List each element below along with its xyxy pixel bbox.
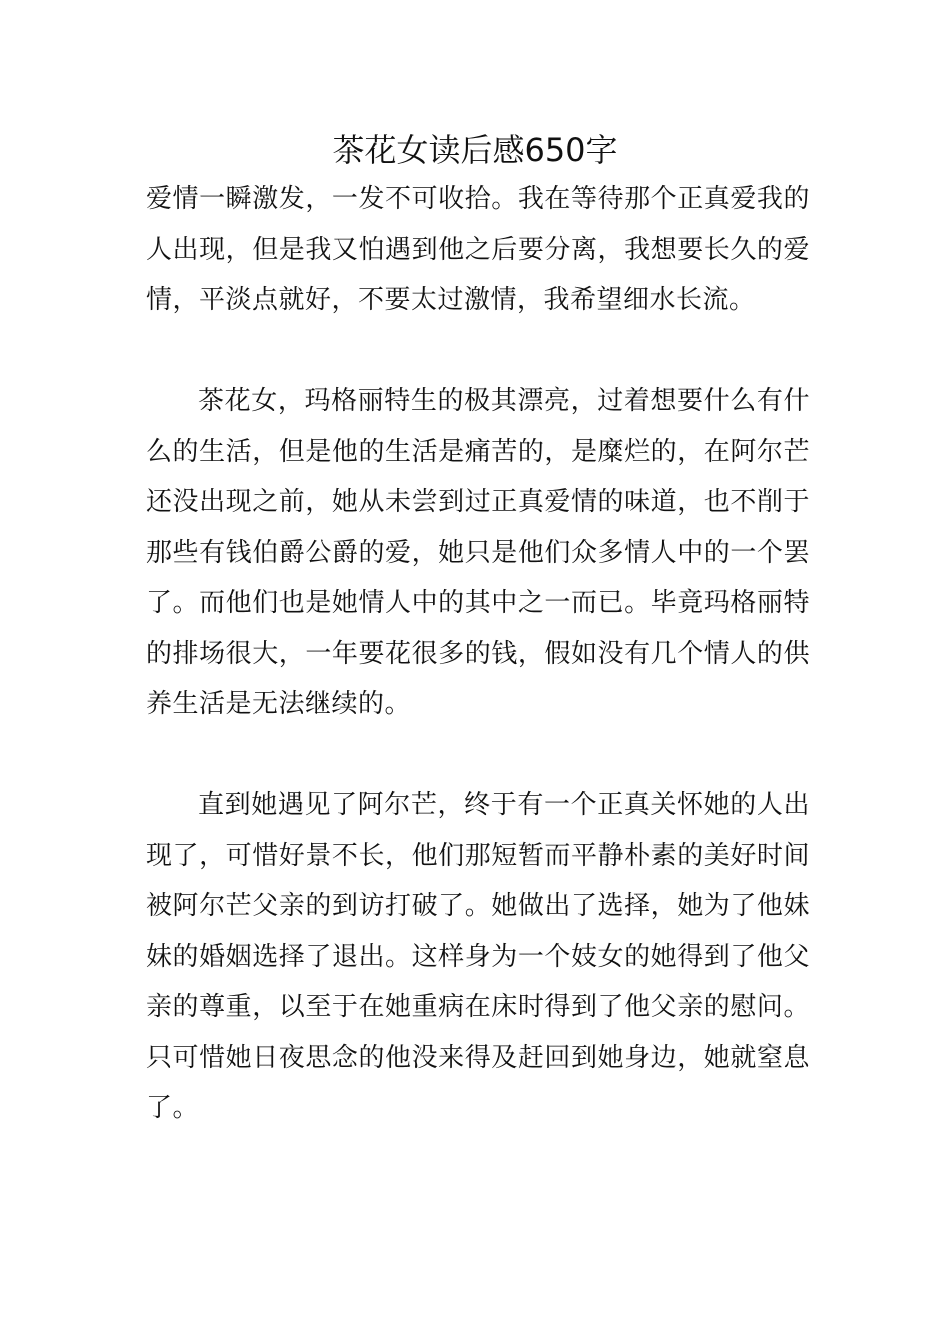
paragraph-2: 茶花女，玛格丽特生的极其漂亮，过着想要什么有什么的生活，但是他的生活是痛苦的，是糜烂的，在阿尔芒还没出现之前，她从未尝到过正真爱情的味道，也不削于那些有钱伯爵公爵的爱，她只是他们众多情人中的一个罢了。而他们也是她情人中的其中之一而已。毕竟玛格丽特的排场很大，一年要花很多的钱，假如没有几个情人的供养生活是无法继续的。 xyxy=(146,386,810,719)
document-title: 茶花女读后感650字 xyxy=(332,131,618,169)
document-body xyxy=(146,174,810,1134)
paragraph-1: 爱情一瞬激发，一发不可收拾。我在等待那个正真爱我的人出现，但是我又怕遇到他之后要分离，我想要长久的爱情，平淡点就好，不要太过激情，我希望细水长流。 xyxy=(146,184,810,315)
paragraph-gap xyxy=(146,730,810,781)
paragraph-gap xyxy=(146,326,810,377)
paragraph-3: 直到她遇见了阿尔芒，终于有一个正真关怀她的人出现了，可惜好景不长，他们那短暂而平静朴素的美好时间被阿尔芒父亲的到访打破了。她做出了选择，她为了他妹妹的婚姻选择了退出。这样身为一个妓女的她得到了他父亲的尊重，以至于在她重病在床时得到了他父亲的慰问。只可惜她日夜思念的他没来得及赶回到她身边，她就窒息了。 xyxy=(146,790,810,1123)
